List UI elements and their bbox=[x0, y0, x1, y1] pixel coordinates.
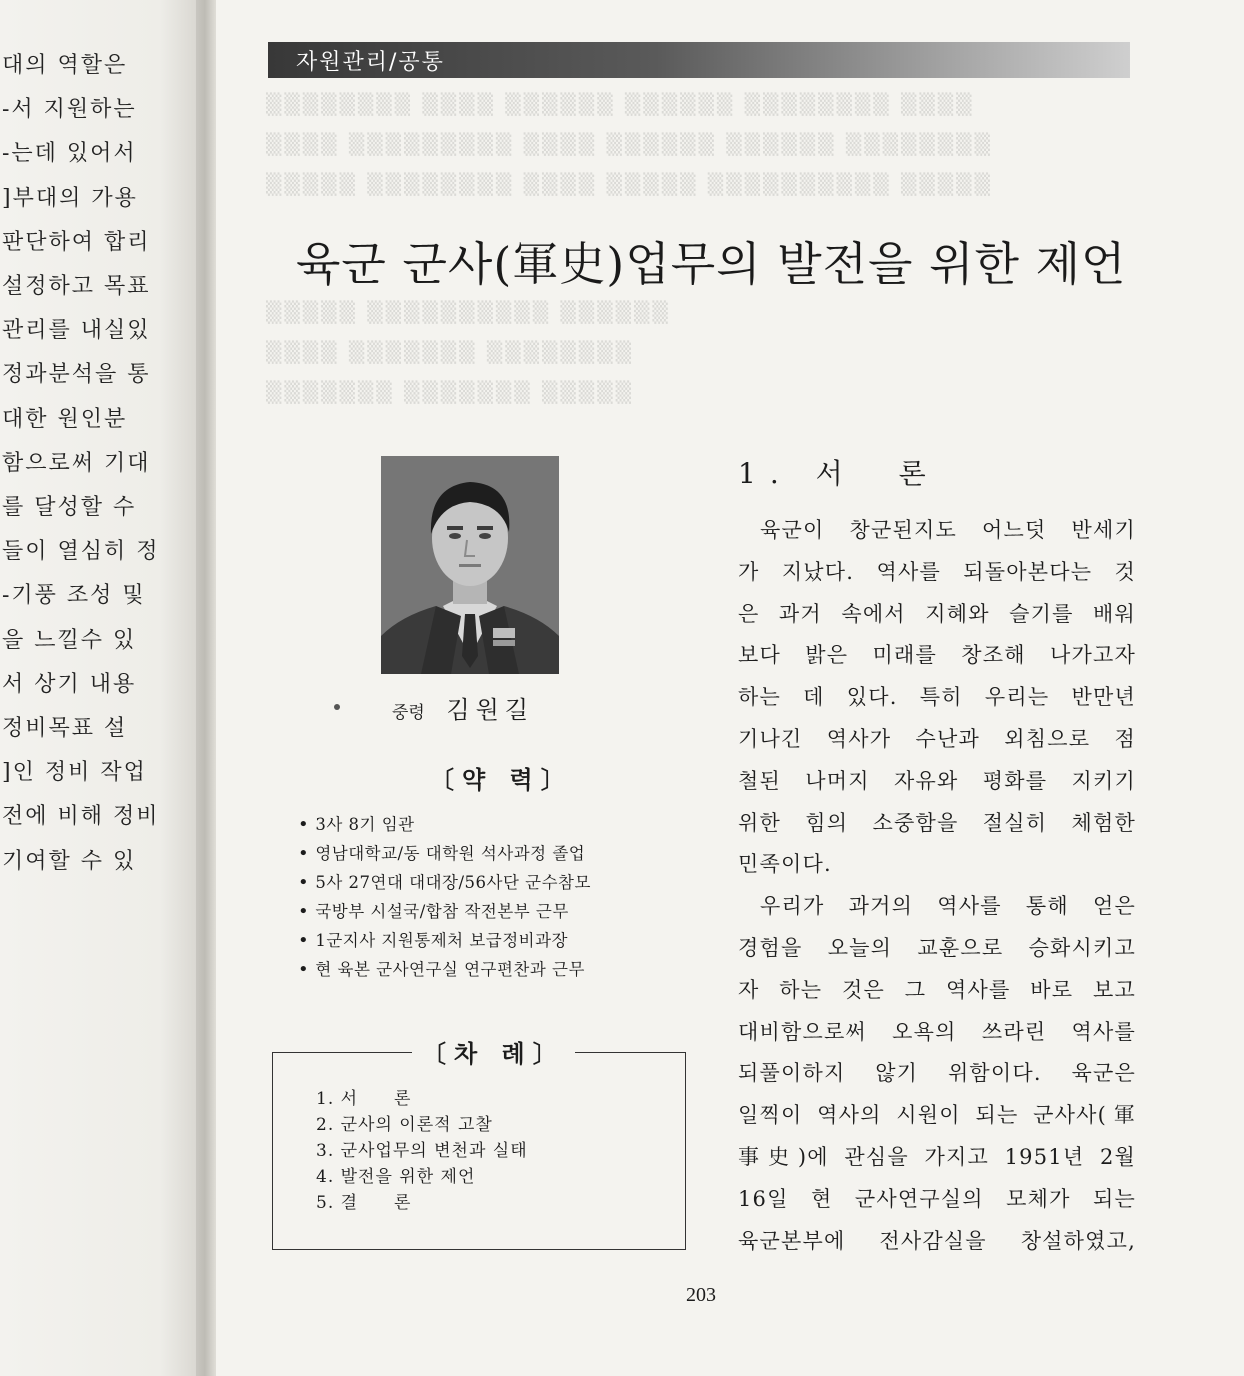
left-page-line: 들이 열심히 정 bbox=[2, 539, 160, 565]
section-heading: 1. 서 론 bbox=[738, 457, 940, 490]
left-page-line: 를 달성할 수 bbox=[2, 495, 137, 520]
left-page-line: 판단하여 합리 bbox=[2, 229, 151, 255]
toc-item: 4. 발전을 위한 제언 bbox=[316, 1167, 476, 1187]
toc-list bbox=[316, 1086, 528, 1216]
career-heading: 〔약 력〕 bbox=[430, 765, 573, 794]
left-page-line: ]부대의 가용 bbox=[2, 185, 138, 211]
career-item: • 영남대학교/동 대학원 석사과정 졸업 bbox=[298, 839, 591, 868]
body-line: 16일 현 군사연구실의 모체가 되는 bbox=[738, 1186, 1136, 1211]
body-line: 경험을 오늘의 교훈으로 승화시키고 bbox=[738, 935, 1136, 960]
left-page-line: 대한 원인분 bbox=[2, 406, 128, 432]
left-page-line: -는데 있어서 bbox=[2, 141, 137, 167]
body-line: 은 과거 속에서 지혜와 슬기를 배워 bbox=[738, 601, 1136, 626]
toc-heading: 〔차 례〕 bbox=[412, 1034, 575, 1069]
left-page-line: 기여할 수 있 bbox=[2, 848, 137, 874]
bleed-through-texture: ▒▒▒▒ ▒▒▒▒▒▒▒▒▒ ▒▒▒▒ ▒▒▒▒▒▒ ▒▒▒▒▒▒ ▒▒▒▒▒▒▒▒ bbox=[266, 132, 993, 156]
left-page-line: 을 느낄수 있 bbox=[2, 627, 137, 653]
body-line: 事史)에 관심을 가지고 1951년 2월 bbox=[738, 1144, 1136, 1169]
bleed-through-texture: ▒▒▒▒▒▒▒ ▒▒▒▒▒▒▒ ▒▒▒▒▒ bbox=[266, 380, 634, 404]
body-line: 일찍이 역사의 시원이 되는 군사사(軍 bbox=[738, 1103, 1136, 1128]
bleed-through-texture: ▒▒▒▒▒ ▒▒▒▒▒▒▒▒ ▒▒▒▒ ▒▒▒▒▒ ▒▒▒▒▒▒▒▒▒▒ ▒▒▒▒▒ bbox=[266, 172, 993, 196]
author-photo bbox=[381, 456, 559, 674]
career-item: • 국방부 시설국/합참 작전본부 근무 bbox=[298, 897, 591, 926]
career-list bbox=[298, 810, 591, 984]
body-line: 우리가 과거의 역사를 통해 얻은 bbox=[760, 894, 1136, 919]
toc-item: 1. 서 론 bbox=[316, 1089, 412, 1109]
article-title: 육군 군사(軍史)업무의 발전을 위한 제언 bbox=[296, 237, 1127, 291]
author-rank: 중령 bbox=[392, 703, 425, 723]
left-page-line: 설정하고 목표 bbox=[2, 274, 151, 299]
bleed-through-texture: ▒▒▒▒▒ ▒▒▒▒▒▒▒▒▒▒ ▒▒▒▒▒▒ bbox=[266, 300, 671, 324]
category-header-bar bbox=[268, 42, 1130, 78]
career-item: • 5사 27연대 대대장/56사단 군수참모 bbox=[298, 868, 591, 897]
body-line: 민족이다. bbox=[738, 852, 832, 877]
category-label: 자원관리/공통 bbox=[296, 50, 445, 75]
left-page-line: -기풍 조성 및 bbox=[2, 583, 146, 609]
body-line: 되풀이하지 않기 위함이다. 육군은 bbox=[738, 1061, 1136, 1086]
toc-item: 5. 결 론 bbox=[316, 1193, 412, 1213]
page-number: 203 bbox=[686, 1284, 716, 1306]
left-page-line: -서 지원하는 bbox=[2, 97, 137, 123]
body-line: 위한 힘의 소중함을 절실히 체험한 bbox=[738, 810, 1136, 835]
portrait-image bbox=[381, 456, 559, 674]
toc-item: 2. 군사의 이론적 고찰 bbox=[316, 1115, 493, 1135]
body-line: 자 하는 것은 그 역사를 바로 보고 bbox=[738, 977, 1136, 1002]
body-line: 하는 데 있다. 특히 우리는 반만년 bbox=[738, 685, 1136, 710]
body-line: 육군이 창군된지도 어느덧 반세기 bbox=[760, 518, 1136, 542]
body-line: 대비함으로써 오욕의 쓰라린 역사를 bbox=[738, 1019, 1136, 1044]
author-line bbox=[392, 690, 534, 725]
toc-item: 3. 군사업무의 변천과 실태 bbox=[316, 1141, 528, 1161]
body-line: 보다 밝은 미래를 창조해 나가고자 bbox=[738, 643, 1136, 668]
left-page-line: 대의 역할은 bbox=[2, 53, 128, 78]
decorative-dot bbox=[334, 704, 340, 710]
left-page-line: 함으로써 기대 bbox=[2, 450, 151, 476]
body-line: 육군본부에 전사감실을 창설하였고, bbox=[738, 1228, 1136, 1253]
left-page-line: 전에 비해 정비 bbox=[2, 804, 160, 830]
body-line: 가 지났다. 역사를 되돌아본다는 것 bbox=[738, 559, 1136, 584]
left-facing-page bbox=[0, 0, 200, 1376]
career-item: • 1군지사 지원통제처 보급정비과장 bbox=[298, 926, 591, 955]
career-item: • 3사 8기 임관 bbox=[298, 810, 591, 839]
left-page-line: 정비목표 설 bbox=[2, 716, 128, 741]
left-page-line: 서 상기 내용 bbox=[2, 671, 137, 697]
left-page-line: ]인 정비 작업 bbox=[2, 760, 147, 786]
left-page-line: 정과분석을 통 bbox=[2, 362, 151, 388]
bleed-through-texture: ▒▒▒▒▒▒▒▒ ▒▒▒▒ ▒▒▒▒▒▒ ▒▒▒▒▒▒ ▒▒▒▒▒▒▒▒ ▒▒▒▒ bbox=[266, 92, 975, 116]
body-line: 기나긴 역사가 수난과 외침으로 점 bbox=[738, 726, 1136, 751]
book-gutter bbox=[196, 0, 218, 1376]
article-body bbox=[738, 510, 1136, 1262]
left-page-line: 관리를 내실있 bbox=[2, 318, 151, 344]
bleed-through-texture: ▒▒▒▒ ▒▒▒▒▒▒▒ ▒▒▒▒▒▒▒▒ bbox=[266, 340, 634, 364]
career-item: • 현 육본 군사연구실 연구편찬과 근무 bbox=[298, 955, 591, 984]
body-line: 철된 나머지 자유와 평화를 지키기 bbox=[738, 768, 1136, 793]
author-name: 김원길 bbox=[446, 696, 535, 724]
